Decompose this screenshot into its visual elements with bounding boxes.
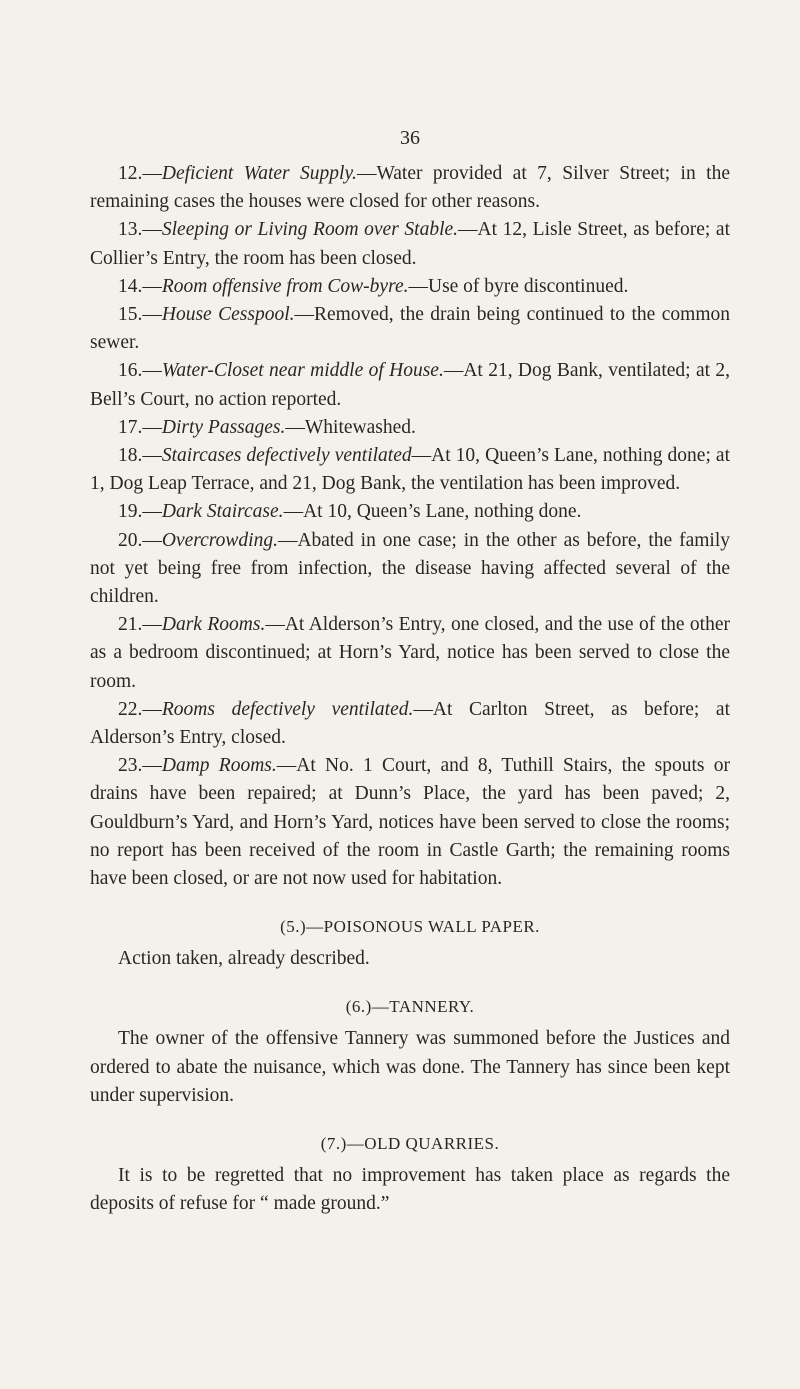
list-item: 20.—Overcrowding.—Abated in one case; in the other as before, the family not yet being free from infection, the disease having affected several of the children. — [90, 529, 730, 608]
item-heading: Dirty Passages. — [161, 416, 286, 438]
item-heading: Dark Rooms. — [161, 614, 266, 636]
list-item: 15.—House Cesspool.—Removed, the drain being continued to the common sewer. — [90, 304, 730, 354]
section-old-quarries — [90, 1132, 730, 1218]
item-number: 17. — [118, 416, 143, 438]
item-number: 19. — [118, 501, 143, 523]
item-text: At 21, Dog Bank, ventilated; at 2, Bell’s Court, no action reported. — [90, 360, 730, 410]
item-number: 16. — [118, 360, 143, 382]
item-number: 22. — [118, 698, 143, 720]
list-item: 12.—Deficient Water Supply.—Water provided at 7, Silver Street; in the remaining cases the houses were closed for other reasons. — [90, 163, 730, 213]
section-heading: (6.)—TANNERY. — [345, 997, 475, 1017]
item-heading: Dark Staircase. — [161, 501, 284, 523]
item-heading: Rooms defectively ventilated. — [161, 698, 414, 720]
list-item: 19.—Dark Staircase.—At 10, Queen’s Lane, nothing done. — [118, 501, 582, 523]
section-heading: (7.)—OLD QUARRIES. — [320, 1134, 500, 1154]
item-text: Use of byre discontinued. — [427, 275, 629, 297]
item-text: At Carlton Street, as before; at Alderson’s Entry, closed. — [90, 698, 730, 749]
item-number: 14. — [118, 275, 143, 297]
item-text: Removed, the drain being continued to the common sewer. — [90, 304, 730, 354]
item-heading: Staircases defectively ventilated — [161, 445, 412, 467]
item-text: At 12, Lisle Street, as before; at Collier’s Entry, the room has been closed. — [90, 219, 731, 269]
item-text: Water provided at 7, Silver Street; in the remaining cases the houses were closed for other reasons. — [90, 163, 730, 213]
item-number: 12. — [118, 163, 143, 184]
item-heading: Overcrowding. — [161, 529, 278, 551]
item-text: At 10, Queen’s Lane, nothing done. — [303, 501, 582, 523]
item-heading: Room offensive from Cow-byre. — [161, 275, 409, 297]
item-text: At 10, Queen’s Lane, nothing done; at 1, Dog Leap Terrace, and 21, Dog Bank, the ventilation has been improved. — [90, 445, 730, 495]
item-text: Whitewashed. — [304, 416, 416, 438]
item-heading: House Cesspool. — [161, 304, 295, 326]
item-heading: Deficient Water Supply. — [161, 163, 357, 184]
section-body: The owner of the offensive Tannery was summoned before the Justices and ordered to abate the nuisance, which was done. The Tannery has since been kept under supervision. — [90, 1028, 730, 1106]
item-number: 13. — [118, 219, 143, 241]
section-heading: (5.)—POISONOUS WALL PAPER. — [280, 917, 540, 937]
list-item: 17.—Dirty Passages.—Whitewashed. — [118, 416, 416, 438]
section-tannery — [90, 995, 730, 1110]
section-body: It is to be regretted that no improvement has taken place as regards the deposits of refuse for “ made ground.” — [90, 1165, 730, 1215]
item-number: 15. — [118, 304, 143, 326]
list-item: 21.—Dark Rooms.—At Alderson’s Entry, one closed, and the use of the other as a bedroom discontinued; at Horn’s Yard, notice has been served to close the room. — [90, 614, 730, 692]
list-item: 13.—Sleeping or Living Room over Stable.—At 12, Lisle Street, as before; at Collier’s Entry, the room has been closed. — [90, 219, 731, 269]
section-body: Action taken, already described. — [118, 948, 370, 970]
page-number: 36 — [400, 127, 420, 149]
item-text: At No. 1 Court, and 8, Tuthill Stairs, the spouts or drains have been repaired; at Dunn’s Place, the yard has been paved; 2, Gouldburn’s Yard, and Horn’s Yard, notices have been served to close the rooms; no report has been received of the room in Castle Garth; the remaining rooms have been closed, or are not now used for habitation. — [90, 755, 731, 890]
item-number: 18. — [118, 445, 143, 467]
item-heading: Damp Rooms. — [161, 755, 277, 777]
item-heading: Water-Closet near middle of House. — [161, 360, 444, 382]
list-item: 18.—Staircases defectively ventilated—At 10, Queen’s Lane, nothing done; at 1, Dog Leap Terrace, and 21, Dog Bank, the ventilation has been improved. — [90, 445, 730, 495]
item-heading: Sleeping or Living Room over Stable. — [161, 219, 459, 241]
item-number: 20. — [118, 529, 143, 551]
list-item: 23.—Damp Rooms.—At No. 1 Court, and 8, Tuthill Stairs, the spouts or drains have been repaired; at Dunn’s Place, the yard has been paved; 2, Gouldburn’s Yard, and Horn’s Yard, notices have been served to close the rooms; no report has been received of the room in Castle Garth; the remaining rooms have been closed, or are not now used for habitation. — [90, 755, 731, 890]
item-text: Abated in one case; in the other as before, the family not yet being free from infection, the disease having affected several of the children. — [90, 529, 730, 608]
item-number: 21. — [118, 614, 143, 636]
list-item: 14.—Room offensive from Cow-byre.—Use of byre discontinued. — [118, 275, 629, 297]
list-item: 16.—Water-Closet near middle of House.—At 21, Dog Bank, ventilated; at 2, Bell’s Court, no action reported. — [90, 360, 730, 410]
section-poisonous-wall-paper — [90, 915, 730, 973]
nuisance-items-list — [90, 160, 730, 893]
item-text: At Alderson’s Entry, one closed, and the use of the other as a bedroom discontinued; at Horn’s Yard, notice has been served to close the room. — [90, 614, 730, 692]
item-number: 23. — [118, 755, 143, 777]
list-item: 22.—Rooms defectively ventilated.—At Carlton Street, as before; at Alderson’s Entry, closed. — [90, 698, 730, 749]
